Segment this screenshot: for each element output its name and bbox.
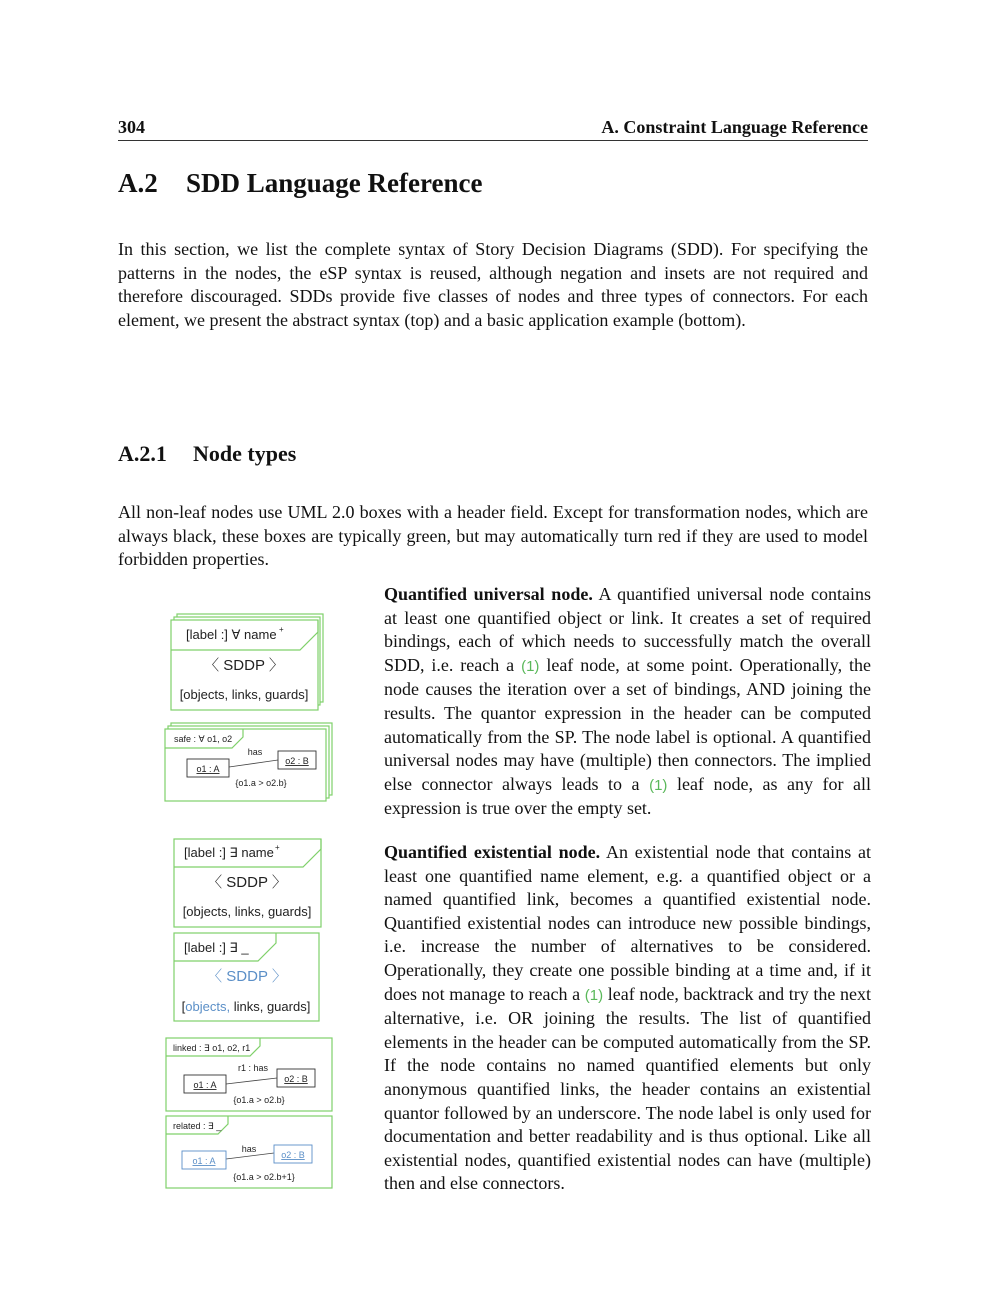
- existential-anon-example-link: has: [241, 1144, 257, 1154]
- existential-example-guard: {o1.a > o2.b}: [233, 1095, 285, 1105]
- existential-anon-example-guard: {o1.a > o2.b+1}: [233, 1172, 295, 1182]
- universal-example-link: has: [247, 747, 263, 757]
- existential-abstract-footer: [objects, links, guards]: [182, 904, 312, 919]
- existential-abstract-sup: +: [275, 843, 280, 852]
- section-title: SDD Language Reference: [186, 168, 483, 198]
- existential-example-link: r1 : has: [237, 1063, 269, 1073]
- universal-abstract-sup: +: [279, 625, 284, 634]
- existential-anon-example-node: [166, 1116, 332, 1188]
- universal-text-b: leaf node, at some point. Operationally, the node causes the iteration over a set of bindings, AND joining the results. The quantor expression in the header can be computed automatically from the SP. The node label is optional. A quantified universal nodes may have (multiple) then connectors. The implied else connector always leads to a: [384, 654, 871, 794]
- universal-example-obj1: o1 : A: [196, 764, 220, 774]
- universal-abstract-footer: [objects, links, guards]: [179, 687, 309, 702]
- existential-anon-example-obj2: o2 : B: [281, 1150, 305, 1160]
- existential-anon-abstract-node: [174, 933, 319, 1021]
- section-number: A.2: [118, 168, 158, 198]
- universal-abstract-node: [171, 614, 323, 710]
- universal-example-obj2: o2 : B: [285, 756, 309, 766]
- footer-rest: links, guards]: [230, 999, 311, 1014]
- existential-anon-abstract-body: 〈 SDDP 〉: [207, 968, 287, 985]
- universal-text-c: leaf node, as any for all expression is true over the empty set.: [384, 773, 872, 819]
- existential-text-b: leaf node, backtrack and try the next alternative, i.e. OR joining the results. The list of quantified elements in the header can be computed automatically from the SP. If the node contains no named quantified elements but only anonymous quantified links, the header contains an existential quantor followed by an underscore. The node label is only used for documentation and better readability and is thus optional. Like all existential nodes, quantified existential nodes can have (multiple) then and else connectors.: [384, 983, 872, 1194]
- existential-example-obj1: o1 : A: [193, 1080, 217, 1090]
- universal-example-header: safe : ∀ o1, o2: [174, 734, 233, 744]
- universal-example-guard: {o1.a > o2.b}: [235, 778, 287, 788]
- existential-example-header: linked : ∃ o1, o2, r1: [173, 1043, 251, 1053]
- section-intro: In this section, we list the complete syntax of Story Decision Diagrams (SDD). For specifying the patterns in the nodes, the eSP syntax is reused, although negation and insets are not required and therefore discouraged. SDDs provide five classes of nodes and three types of connectors. For each element, we present the abstract syntax (top) and a basic application example (bottom).: [118, 239, 868, 330]
- existential-node-heading: Quantified existential node.: [384, 842, 601, 862]
- existential-example-obj2: o2 : B: [284, 1074, 308, 1084]
- existential-abstract-body: 〈 SDDP 〉: [207, 874, 287, 891]
- universal-example-node: [165, 723, 332, 801]
- existential-text-a: An existential node that contains at least one quantified name element, e.g. a quantified object or a named quantified link, becomes a quantified existential node. Quantified existential nodes can introduce new possible bindings, i.e. increase the number of alternatives to be considered. Operationally, they create one possible binding at a time and, if it does not manage to reach a: [384, 842, 871, 1004]
- existential-example-node: [166, 1038, 332, 1111]
- universal-node-description: [384, 583, 871, 821]
- universal-abstract-body: 〈 SDDP 〉: [204, 657, 284, 674]
- universal-abstract-header: [label :] ∀ name: [186, 627, 277, 642]
- leaf-ref-2: (1): [649, 776, 668, 794]
- existential-abstract-node: [174, 839, 321, 927]
- page-number: 304: [118, 117, 145, 137]
- universal-text-a: A quantified universal node contains at least one quantified object or link. It creates a set of required bindings, each of which needs to successfully match the overall SDD, i.e. reach a: [384, 584, 872, 675]
- existential-abstract-header: [label :] ∃ name: [184, 845, 274, 860]
- existential-anon-abstract-footer: [182, 999, 311, 1014]
- existential-anon-example-obj1: o1 : A: [192, 1156, 216, 1166]
- subsection-intro: All non-leaf nodes use UML 2.0 boxes with a header field. Except for transformation nodes, which are always black, these boxes are typically green, but may automatically turn red if they are used to model forbidden properties.: [118, 502, 868, 570]
- existential-anon-example-header: related : ∃ _: [173, 1121, 222, 1131]
- universal-node-heading: Quantified universal node.: [384, 584, 593, 604]
- subsection-number: A.2.1: [118, 441, 167, 466]
- leaf-ref-3: (1): [584, 986, 604, 1004]
- existential-node-description: [384, 841, 871, 1196]
- subsection-title: Node types: [193, 441, 297, 466]
- footer-bracket: [: [181, 999, 186, 1014]
- existential-anon-abstract-header: [label :] ∃ _: [184, 940, 249, 955]
- leaf-ref-1: (1): [521, 657, 540, 675]
- node-type-figures: [0, 0, 380, 1294]
- running-title: A. Constraint Language Reference: [601, 117, 868, 137]
- footer-objects: objects,: [185, 999, 231, 1014]
